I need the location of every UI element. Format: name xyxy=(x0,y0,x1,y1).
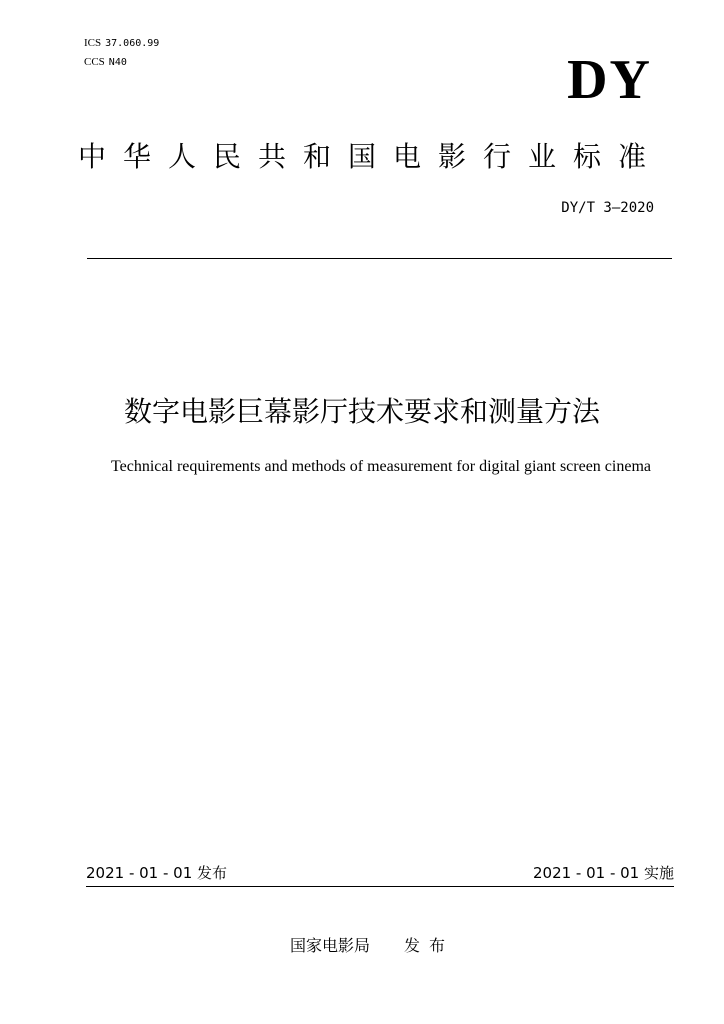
issuer-line xyxy=(290,934,454,958)
implementation-date: 2021 - 01 - 01 实施 xyxy=(532,864,674,882)
issue-date: 2021 - 01 - 01 发布 xyxy=(86,864,228,882)
document-title-chinese: 数字电影巨幕影厅技术要求和测量方法 xyxy=(123,395,600,428)
ics-value: 37.060.99 xyxy=(105,38,160,49)
ics-label: ICS xyxy=(84,37,102,49)
issuer-action: 发布 xyxy=(404,936,455,955)
standard-logo: DY xyxy=(567,49,652,111)
ccs-code xyxy=(84,55,127,70)
ccs-value: N40 xyxy=(108,57,127,68)
standard-number: DY/T 3—2020 xyxy=(561,200,654,216)
footer-divider xyxy=(86,886,674,887)
ics-code xyxy=(84,36,159,51)
ccs-label: CCS xyxy=(84,56,105,68)
header-divider xyxy=(87,258,672,259)
standard-category-title: 中华人民共和国电影行业标准 xyxy=(78,140,664,173)
document-title-english: Technical requirements and methods of measurement for digital giant screen cinema xyxy=(110,458,651,475)
issuer-name: 国家电影局 xyxy=(290,936,371,955)
